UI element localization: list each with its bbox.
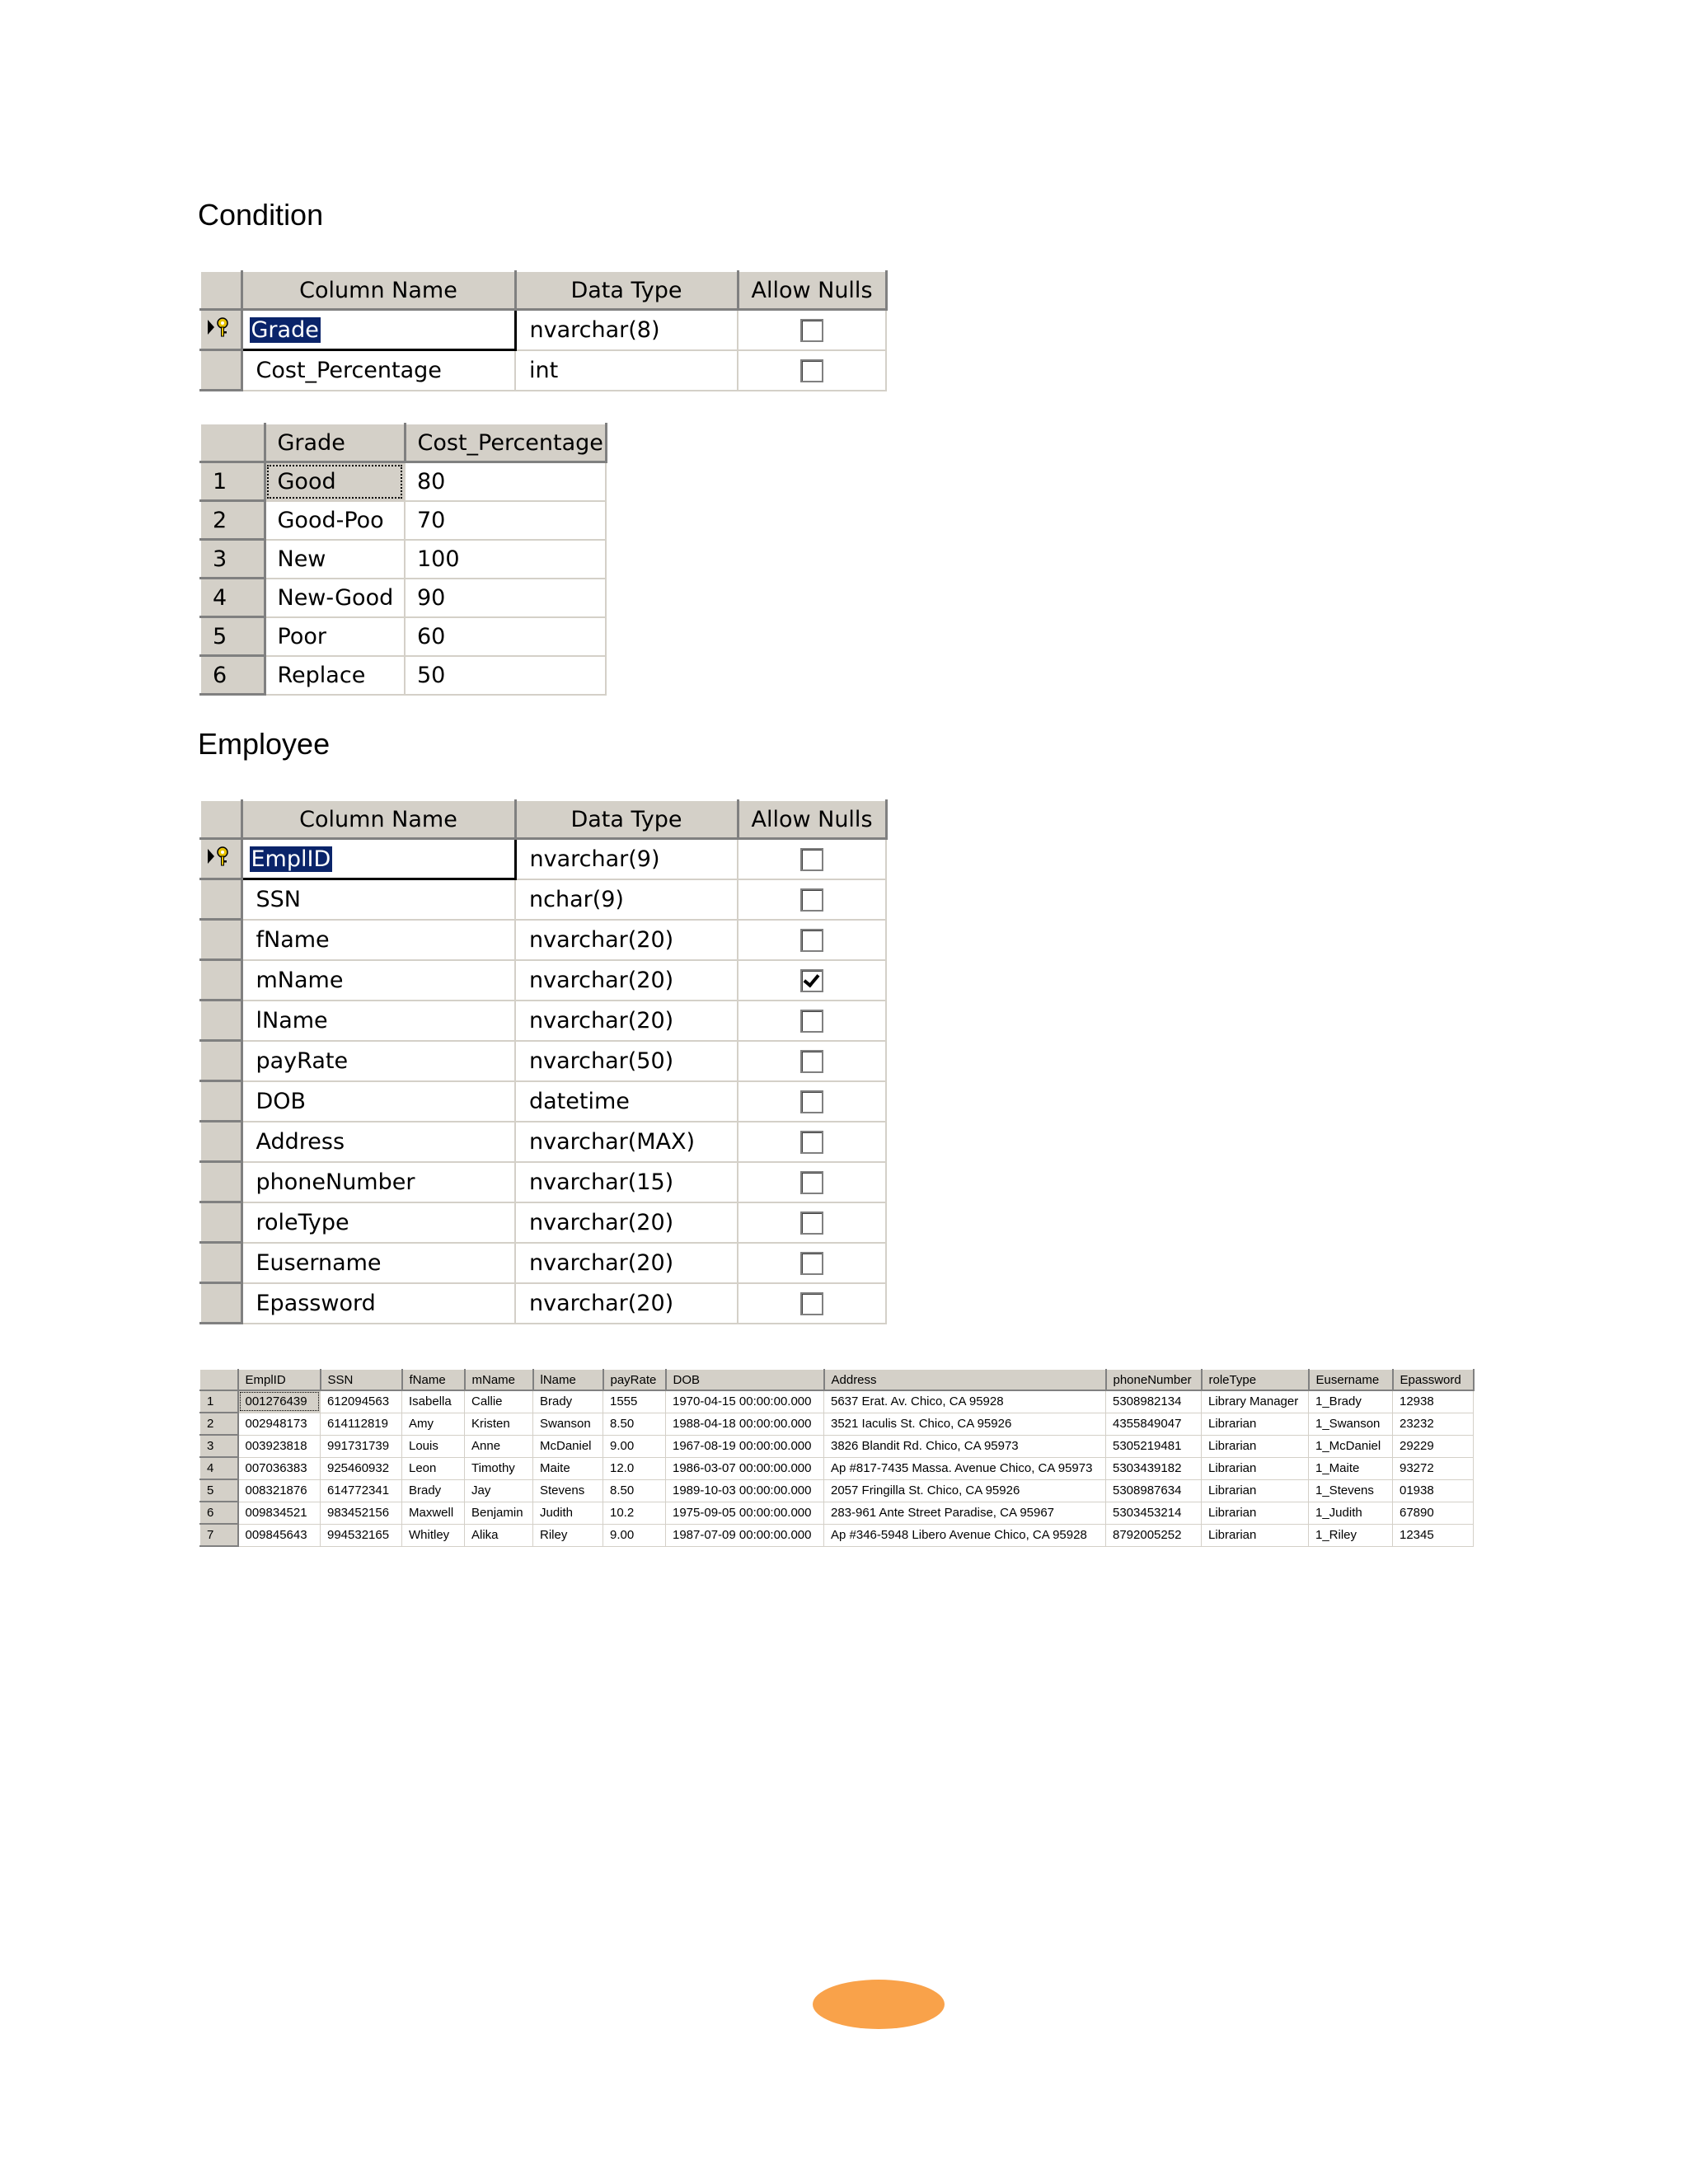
table-cell[interactable]: Maxwell [402, 1502, 465, 1524]
table-cell[interactable]: Judith [533, 1502, 603, 1524]
table-cell[interactable]: 67890 [1393, 1502, 1474, 1524]
table-cell[interactable]: Brady [402, 1479, 465, 1502]
row-number[interactable]: 5 [200, 617, 265, 656]
column-name-cell[interactable] [241, 960, 515, 1001]
allow-nulls-checkbox[interactable] [800, 1090, 823, 1113]
table-cell[interactable]: 1967-08-19 00:00:00.000 [666, 1435, 824, 1457]
table-cell[interactable]: 5305219481 [1106, 1435, 1202, 1457]
design-row[interactable] [200, 1081, 886, 1122]
data-type-cell[interactable]: nvarchar(MAX) [515, 1122, 738, 1162]
table-cell[interactable]: 93272 [1393, 1457, 1474, 1479]
allow-nulls-checkbox[interactable] [800, 969, 823, 992]
table-cell[interactable]: 2057 Fringilla St. Chico, CA 95926 [824, 1479, 1106, 1502]
table-cell[interactable]: McDaniel [533, 1435, 603, 1457]
column-name-cell[interactable] [241, 310, 515, 350]
grade-cell[interactable]: Replace [265, 656, 405, 695]
cost-percentage-cell[interactable]: 50 [405, 656, 606, 695]
allow-nulls-cell [738, 310, 886, 350]
table-cell[interactable]: 003923818 [238, 1435, 321, 1457]
column-header[interactable]: roleType [1202, 1370, 1309, 1391]
table-cell[interactable]: Librarian [1202, 1524, 1309, 1546]
table-cell[interactable]: 9.00 [603, 1435, 666, 1457]
data-type-header[interactable]: Data Type [515, 271, 738, 310]
primary-key-icon [206, 846, 231, 873]
table-cell[interactable]: Stevens [533, 1479, 603, 1502]
row-selector[interactable] [200, 1162, 241, 1202]
grade-cell[interactable]: New [265, 540, 405, 579]
table-cell[interactable]: 5303453214 [1106, 1502, 1202, 1524]
table-cell[interactable]: 3826 Blandit Rd. Chico, CA 95973 [824, 1435, 1106, 1457]
table-cell[interactable]: 12345 [1393, 1524, 1474, 1546]
column-name-text: Grade [251, 316, 319, 343]
table-cell[interactable]: Librarian [1202, 1457, 1309, 1479]
column-name-text: payRate [256, 1047, 349, 1074]
table-cell[interactable]: Amy [402, 1413, 465, 1435]
table-cell[interactable]: 01938 [1393, 1479, 1474, 1502]
table-cell[interactable]: Leon [402, 1457, 465, 1479]
row-number[interactable]: 6 [200, 1502, 238, 1524]
table-cell[interactable]: Anne [465, 1435, 533, 1457]
table-cell[interactable]: Timothy [465, 1457, 533, 1479]
table-cell[interactable]: 5308987634 [1106, 1479, 1202, 1502]
data-type-cell[interactable]: nvarchar(20) [515, 1243, 738, 1283]
grade-cell[interactable]: Poor [265, 617, 405, 656]
table-cell[interactable]: 614772341 [321, 1479, 402, 1502]
column-name-text: fName [256, 926, 330, 953]
table-cell[interactable]: 5637 Erat. Av. Chico, CA 95928 [824, 1390, 1106, 1413]
design-row[interactable] [200, 1041, 886, 1081]
column-name-cell[interactable] [241, 1041, 515, 1081]
table-cell[interactable]: Brady [533, 1390, 603, 1413]
table-cell[interactable]: 1_Stevens [1309, 1479, 1393, 1502]
table-cell[interactable]: 925460932 [321, 1457, 402, 1479]
table-cell[interactable]: 283-961 Ante Street Paradise, CA 95967 [824, 1502, 1106, 1524]
table-row[interactable] [200, 462, 606, 501]
row-selector[interactable] [200, 839, 241, 879]
table-cell[interactable]: 007036383 [238, 1457, 321, 1479]
table-cell[interactable]: 1986-03-07 00:00:00.000 [666, 1457, 824, 1479]
table-cell[interactable]: 23232 [1393, 1413, 1474, 1435]
table-cell[interactable]: 1989-10-03 00:00:00.000 [666, 1479, 824, 1502]
design-row[interactable] [200, 1001, 886, 1041]
cost-percentage-cell[interactable]: 70 [405, 501, 606, 540]
column-name-text: roleType [256, 1209, 349, 1235]
column-header[interactable]: fName [402, 1370, 465, 1391]
table-cell[interactable]: 5303439182 [1106, 1457, 1202, 1479]
table-row[interactable] [200, 501, 606, 540]
row-number[interactable]: 4 [200, 579, 265, 617]
column-name-cell[interactable] [241, 350, 515, 391]
table-cell[interactable]: 5308982134 [1106, 1390, 1202, 1413]
table-cell[interactable]: Alika [465, 1524, 533, 1546]
table-row[interactable] [200, 1457, 1474, 1479]
row-number[interactable]: 1 [200, 462, 265, 501]
table-cell[interactable]: 1987-07-09 00:00:00.000 [666, 1524, 824, 1546]
column-name-text: DOB [256, 1088, 307, 1114]
column-name-text: EmplID [251, 846, 331, 872]
table-cell[interactable]: 009834521 [238, 1502, 321, 1524]
data-type-header[interactable]: Data Type [515, 800, 738, 839]
column-name-text: SSN [256, 886, 301, 912]
table-cell[interactable]: 1_Riley [1309, 1524, 1393, 1546]
row-selector[interactable] [200, 1283, 241, 1324]
table-row[interactable] [200, 1502, 1474, 1524]
data-type-cell[interactable]: nvarchar(20) [515, 960, 738, 1001]
column-name-cell[interactable] [241, 1081, 515, 1122]
row-number[interactable]: 6 [200, 656, 265, 695]
design-row[interactable] [200, 1243, 886, 1283]
column-header[interactable]: lName [533, 1370, 603, 1391]
allow-nulls-cell [738, 1001, 886, 1041]
table-cell[interactable]: 1_Maite [1309, 1457, 1393, 1479]
allow-nulls-cell [738, 1243, 886, 1283]
cost-percentage-cell[interactable]: 60 [405, 617, 606, 656]
design-row[interactable] [200, 350, 886, 391]
table-cell[interactable]: 10.2 [603, 1502, 666, 1524]
design-row[interactable] [200, 1122, 886, 1162]
grade-cell[interactable]: Good [265, 462, 405, 501]
design-row[interactable] [200, 310, 886, 350]
table-cell[interactable]: Librarian [1202, 1502, 1309, 1524]
grade-cell[interactable]: New-Good [265, 579, 405, 617]
column-header[interactable]: DOB [666, 1370, 824, 1391]
column-header[interactable]: mName [465, 1370, 533, 1391]
table-cell[interactable]: Benjamin [465, 1502, 533, 1524]
table-cell[interactable]: Isabella [402, 1390, 465, 1413]
allow-nulls-cell [738, 1283, 886, 1324]
page-number-badge [813, 1980, 945, 2029]
table-cell[interactable]: 1975-09-05 00:00:00.000 [666, 1502, 824, 1524]
condition-heading: Condition [198, 198, 324, 232]
row-number[interactable]: 2 [200, 501, 265, 540]
row-selector[interactable] [200, 1243, 241, 1283]
table-cell[interactable]: Ap #346-5948 Libero Avenue Chico, CA 95928 [824, 1524, 1106, 1546]
allow-nulls-checkbox[interactable] [800, 359, 823, 382]
allow-nulls-checkbox[interactable] [800, 319, 823, 342]
table-row[interactable] [200, 1479, 1474, 1502]
design-row[interactable] [200, 1283, 886, 1324]
column-header[interactable]: Eusername [1309, 1370, 1393, 1391]
table-row[interactable] [200, 1435, 1474, 1457]
table-cell[interactable]: 1555 [603, 1390, 666, 1413]
data-type-cell[interactable]: nvarchar(8) [515, 310, 738, 350]
table-cell[interactable]: 1_Brady [1309, 1390, 1393, 1413]
allow-nulls-cell [738, 920, 886, 960]
allow-nulls-checkbox[interactable] [800, 1212, 823, 1235]
data-type-cell[interactable]: nvarchar(20) [515, 1001, 738, 1041]
allow-nulls-cell [738, 1041, 886, 1081]
table-cell[interactable]: Whitley [402, 1524, 465, 1546]
design-row[interactable] [200, 1162, 886, 1202]
column-header[interactable]: Address [824, 1370, 1106, 1391]
design-row[interactable] [200, 920, 886, 960]
allow-nulls-cell [738, 1202, 886, 1243]
column-name-text: Eusername [256, 1249, 382, 1276]
table-cell[interactable]: 991731739 [321, 1435, 402, 1457]
table-cell[interactable]: 4355849047 [1106, 1413, 1202, 1435]
table-row[interactable] [200, 579, 606, 617]
column-name-text: lName [256, 1007, 328, 1033]
table-cell[interactable]: 1_McDaniel [1309, 1435, 1393, 1457]
allow-nulls-checkbox[interactable] [800, 1292, 823, 1315]
allow-nulls-header[interactable]: Allow Nulls [738, 800, 886, 839]
data-type-cell[interactable]: nchar(9) [515, 879, 738, 920]
table-cell[interactable]: Ap #817-7435 Massa. Avenue Chico, CA 95973 [824, 1457, 1106, 1479]
row-number[interactable]: 3 [200, 1435, 238, 1457]
column-name-cell[interactable] [241, 879, 515, 920]
allow-nulls-checkbox[interactable] [800, 1010, 823, 1033]
design-row[interactable] [200, 839, 886, 879]
allow-nulls-checkbox[interactable] [800, 1131, 823, 1154]
row-selector[interactable] [200, 960, 241, 1001]
allow-nulls-cell [738, 879, 886, 920]
table-cell[interactable]: 002948173 [238, 1413, 321, 1435]
table-row[interactable] [200, 1413, 1474, 1435]
data-type-cell[interactable]: nvarchar(20) [515, 1202, 738, 1243]
allow-nulls-cell [738, 839, 886, 879]
data-type-cell[interactable]: int [515, 350, 738, 391]
design-row[interactable] [200, 879, 886, 920]
grid-corner [200, 424, 265, 462]
row-number[interactable]: 3 [200, 540, 265, 579]
data-type-cell[interactable]: nvarchar(15) [515, 1162, 738, 1202]
column-name-text: phoneNumber [256, 1169, 415, 1195]
grid-corner [200, 800, 241, 839]
grid-corner [200, 1370, 238, 1391]
grid-corner [200, 271, 241, 310]
allow-nulls-checkbox[interactable] [800, 888, 823, 912]
data-type-cell[interactable]: nvarchar(20) [515, 1283, 738, 1324]
cost-percentage-cell[interactable]: 80 [405, 462, 606, 501]
row-selector[interactable] [200, 310, 241, 350]
table-cell[interactable]: Library Manager [1202, 1390, 1309, 1413]
table-row[interactable] [200, 617, 606, 656]
row-selector[interactable] [200, 1041, 241, 1081]
column-name-cell[interactable] [241, 1243, 515, 1283]
row-number[interactable]: 4 [200, 1457, 238, 1479]
allow-nulls-checkbox[interactable] [800, 848, 823, 871]
row-selector[interactable] [200, 1202, 241, 1243]
column-header[interactable]: phoneNumber [1106, 1370, 1202, 1391]
column-header[interactable]: payRate [603, 1370, 666, 1391]
column-name-text: Cost_Percentage [256, 357, 442, 383]
allow-nulls-header[interactable]: Allow Nulls [738, 271, 886, 310]
column-name-header[interactable]: Column Name [241, 800, 515, 839]
table-cell[interactable]: 614112819 [321, 1413, 402, 1435]
column-name-cell[interactable] [241, 920, 515, 960]
condition-design-grid [199, 270, 888, 391]
table-cell[interactable]: 12.0 [603, 1457, 666, 1479]
row-number[interactable]: 1 [200, 1390, 238, 1413]
data-type-cell[interactable]: nvarchar(9) [515, 839, 738, 879]
table-cell[interactable]: 12938 [1393, 1390, 1474, 1413]
column-header[interactable]: Epassword [1393, 1370, 1474, 1391]
row-number[interactable]: 2 [200, 1413, 238, 1435]
table-cell[interactable]: Riley [533, 1524, 603, 1546]
column-name-text: Address [256, 1128, 345, 1155]
data-type-cell[interactable]: nvarchar(20) [515, 920, 738, 960]
table-cell[interactable]: Callie [465, 1390, 533, 1413]
table-cell[interactable]: 3521 Iaculis St. Chico, CA 95926 [824, 1413, 1106, 1435]
cost-percentage-header[interactable]: Cost_Percentage [405, 424, 606, 462]
table-cell[interactable]: 994532165 [321, 1524, 402, 1546]
design-row[interactable] [200, 1202, 886, 1243]
table-cell[interactable]: 1_Swanson [1309, 1413, 1393, 1435]
allow-nulls-cell [738, 960, 886, 1001]
row-selector[interactable] [200, 1001, 241, 1041]
table-cell[interactable]: Librarian [1202, 1479, 1309, 1502]
table-cell[interactable]: 8.50 [603, 1479, 666, 1502]
column-name-header[interactable]: Column Name [241, 271, 515, 310]
column-name-cell[interactable] [241, 1162, 515, 1202]
column-name-cell[interactable] [241, 1283, 515, 1324]
column-name-cell[interactable] [241, 1001, 515, 1041]
column-name-cell[interactable] [241, 839, 515, 879]
allow-nulls-cell [738, 1081, 886, 1122]
table-cell[interactable]: Librarian [1202, 1435, 1309, 1457]
allow-nulls-checkbox[interactable] [800, 1252, 823, 1275]
column-name-text: Epassword [256, 1290, 376, 1316]
grade-cell[interactable]: Good-Poo [265, 501, 405, 540]
column-header[interactable]: SSN [321, 1370, 402, 1391]
allow-nulls-cell [738, 1162, 886, 1202]
table-row[interactable] [200, 656, 606, 695]
data-type-cell[interactable]: nvarchar(50) [515, 1041, 738, 1081]
table-row[interactable] [200, 1390, 1474, 1413]
row-selector[interactable] [200, 1081, 241, 1122]
column-name-cell[interactable] [241, 1122, 515, 1162]
table-cell[interactable]: Louis [402, 1435, 465, 1457]
condition-data-grid [199, 423, 607, 696]
row-selector[interactable] [200, 350, 241, 391]
design-row[interactable] [200, 960, 886, 1001]
allow-nulls-checkbox[interactable] [800, 1171, 823, 1194]
table-cell[interactable]: 1988-04-18 00:00:00.000 [666, 1413, 824, 1435]
column-header[interactable]: EmplID [238, 1370, 321, 1391]
cost-percentage-cell[interactable]: 100 [405, 540, 606, 579]
row-selector[interactable] [200, 1122, 241, 1162]
table-cell[interactable]: Kristen [465, 1413, 533, 1435]
table-cell[interactable]: 8.50 [603, 1413, 666, 1435]
table-cell[interactable]: 001276439 [238, 1390, 321, 1413]
table-cell[interactable]: Jay [465, 1479, 533, 1502]
employee-design-grid [199, 799, 888, 1324]
grade-header[interactable]: Grade [265, 424, 405, 462]
employee-data-grid [199, 1369, 1475, 1547]
allow-nulls-cell [738, 1122, 886, 1162]
row-number[interactable]: 7 [200, 1524, 238, 1546]
allow-nulls-checkbox[interactable] [800, 929, 823, 952]
table-cell[interactable]: Maite [533, 1457, 603, 1479]
table-cell[interactable]: 1970-04-15 00:00:00.000 [666, 1390, 824, 1413]
column-name-cell[interactable] [241, 1202, 515, 1243]
cost-percentage-cell[interactable]: 90 [405, 579, 606, 617]
data-type-cell[interactable]: datetime [515, 1081, 738, 1122]
table-cell[interactable]: 9.00 [603, 1524, 666, 1546]
employee-heading: Employee [198, 727, 331, 761]
column-name-text: mName [256, 967, 344, 993]
row-selector[interactable] [200, 920, 241, 960]
row-selector[interactable] [200, 879, 241, 920]
table-row[interactable] [200, 540, 606, 579]
row-number[interactable]: 5 [200, 1479, 238, 1502]
primary-key-icon [206, 316, 231, 344]
table-cell[interactable]: 8792005252 [1106, 1524, 1202, 1546]
allow-nulls-checkbox[interactable] [800, 1050, 823, 1073]
table-cell[interactable]: 008321876 [238, 1479, 321, 1502]
table-cell[interactable]: Swanson [533, 1413, 603, 1435]
table-cell[interactable]: 612094563 [321, 1390, 402, 1413]
table-row[interactable] [200, 1524, 1474, 1546]
table-cell[interactable]: 1_Judith [1309, 1502, 1393, 1524]
table-cell[interactable]: Librarian [1202, 1413, 1309, 1435]
allow-nulls-cell [738, 350, 886, 391]
table-cell[interactable]: 29229 [1393, 1435, 1474, 1457]
table-cell[interactable]: 983452156 [321, 1502, 402, 1524]
table-cell[interactable]: 009845643 [238, 1524, 321, 1546]
